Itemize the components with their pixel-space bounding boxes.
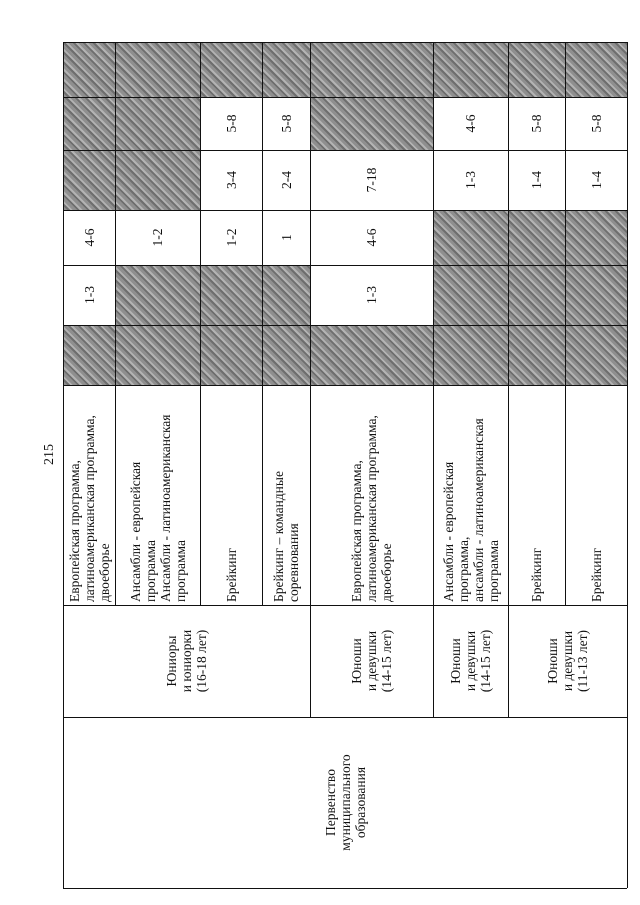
place-cell: 5-8	[223, 114, 239, 133]
place-cell: 1-3	[463, 171, 478, 189]
place-cell: 5-8	[278, 114, 294, 133]
shaded-cell	[115, 97, 200, 150]
program-cell: Ансамбли - европейская программа Ансамбли - латиноамериканская программа	[127, 414, 188, 602]
group-divider	[310, 605, 311, 717]
shaded-cell	[433, 325, 508, 385]
shaded-cell	[310, 42, 433, 97]
shaded-cell	[115, 150, 200, 210]
row-divider	[310, 42, 311, 605]
program-cell: Брейкинг	[529, 547, 544, 602]
place-cell: 4-6	[364, 228, 379, 247]
shaded-cell	[433, 265, 508, 325]
place-cell: 5-8	[588, 114, 604, 133]
shaded-cell	[115, 42, 200, 97]
shaded-cell	[508, 42, 565, 97]
column-divider	[63, 385, 627, 386]
place-cell: 1	[278, 234, 294, 241]
table-border-left	[63, 42, 64, 888]
shaded-cell	[63, 325, 115, 385]
place-cell: 4-6	[81, 228, 97, 247]
row-divider	[565, 42, 566, 605]
age-group-cell: Юноши и девушки (14-15 лет)	[349, 629, 394, 693]
age-group-cell: Юноши и девушки (14-15 лет)	[448, 629, 493, 693]
row-divider	[433, 42, 434, 605]
shaded-cell	[200, 42, 262, 97]
shaded-cell	[63, 42, 115, 97]
group-divider	[508, 605, 509, 717]
age-group-cell: Юноши и девушки (11-13 лет)	[545, 630, 590, 692]
column-divider	[63, 325, 627, 326]
row-divider	[115, 42, 116, 605]
shaded-cell	[508, 210, 565, 265]
shaded-cell	[565, 210, 627, 265]
column-divider	[63, 265, 627, 266]
shaded-cell	[565, 325, 627, 385]
shaded-cell	[565, 42, 627, 97]
column-divider	[63, 605, 627, 606]
program-cell: Брейкинг	[223, 547, 239, 602]
age-group-cell: Юниоры и юниорки (16-18 лет)	[164, 629, 209, 693]
shaded-cell	[508, 265, 565, 325]
shaded-cell	[310, 97, 433, 150]
program-cell: Ансамбли - европейская программа, ансамбли - латиноамериканская программа	[440, 418, 501, 602]
row-divider	[200, 42, 201, 605]
program-cell: Европейская программа, латиноамериканская программа, двоеборье	[349, 415, 394, 602]
shaded-cell	[262, 42, 310, 97]
program-cell: Брейкинг – командные соревнования	[271, 471, 301, 602]
place-cell: 4-6	[463, 114, 478, 133]
place-cell: 1-3	[364, 286, 379, 304]
column-divider	[63, 97, 627, 98]
shaded-cell	[115, 325, 200, 385]
place-cell: 3-4	[223, 171, 239, 189]
row-divider	[262, 42, 263, 605]
place-cell: 7-18	[364, 167, 379, 193]
shaded-cell	[115, 265, 200, 325]
shaded-cell	[262, 325, 310, 385]
page-number: 215	[42, 444, 57, 465]
place-cell: 2-4	[278, 171, 294, 189]
shaded-cell	[310, 325, 433, 385]
shaded-cell	[63, 97, 115, 150]
row-divider	[508, 42, 509, 605]
place-cell: 1-3	[81, 286, 97, 304]
place-cell: 1-2	[223, 228, 239, 247]
shaded-cell	[200, 265, 262, 325]
table-border-top	[63, 42, 627, 43]
shaded-cell	[63, 150, 115, 210]
program-cell: Европейская программа, латиноамериканская программа, двоеборье	[66, 415, 112, 602]
shaded-cell	[508, 325, 565, 385]
table-border-bottom	[63, 888, 627, 889]
program-cell: Брейкинг	[588, 547, 604, 602]
place-cell: 1-2	[150, 228, 165, 247]
place-cell: 1-4	[529, 171, 544, 189]
table-border-right	[627, 42, 628, 888]
shaded-cell	[262, 265, 310, 325]
group-divider	[433, 605, 434, 717]
place-cell: 5-8	[529, 114, 544, 133]
shaded-cell	[200, 325, 262, 385]
competition-cell: Первенство муниципального образования	[322, 754, 368, 851]
place-cell: 1-4	[588, 171, 604, 189]
shaded-cell	[433, 42, 508, 97]
column-divider	[63, 150, 627, 151]
column-divider	[63, 717, 627, 718]
column-divider	[63, 210, 627, 211]
shaded-cell	[565, 265, 627, 325]
shaded-cell	[433, 210, 508, 265]
